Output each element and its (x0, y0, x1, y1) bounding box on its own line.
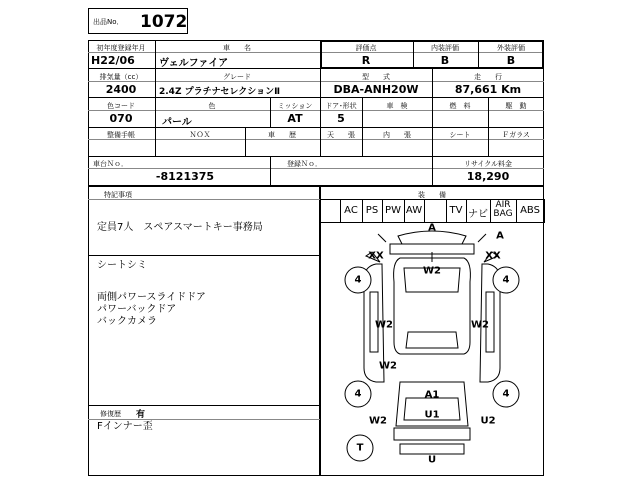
equipment-item: PS (365, 205, 379, 216)
mileage-label: 走 行 (474, 73, 502, 81)
mark-side-right: W2 (471, 319, 489, 331)
mark-rear-a1: A1 (424, 389, 440, 401)
score-label: 評価点 (355, 44, 377, 52)
vehicle-diagram (320, 222, 544, 476)
mark-front-a1: A (428, 222, 436, 234)
mark-bumper-right: U2 (480, 415, 496, 427)
notes-line-2: シートシミ (97, 260, 147, 271)
inspection-label: 車 検 (386, 102, 408, 110)
equipment-label: 装 備 (418, 191, 446, 199)
equipment-item: TV (449, 205, 463, 216)
repair-history-label: 修復歴 (100, 410, 121, 418)
seat-label: シート (449, 131, 471, 139)
displacement: 2400 (105, 83, 137, 96)
mark-tire-fr: 4 (502, 274, 510, 286)
equipment-item: ナビ (468, 209, 488, 220)
color-code-label: 色コード (107, 102, 135, 110)
model-code: DBA-ANH20W (333, 83, 419, 96)
repair-note: Fインナー歪 (97, 421, 153, 432)
model-code-label: 型 式 (362, 73, 390, 81)
equipment-item: PW (385, 205, 401, 216)
notes-label: 特記事項 (104, 191, 132, 199)
grade-label: グレード (223, 73, 251, 81)
mark-tire-rr: 4 (502, 388, 510, 400)
equipment-item: AW (405, 205, 423, 216)
transmission-label: ミッション (277, 102, 313, 110)
windshield-label: Ｆガラス (502, 131, 530, 139)
equipment-item: AIR BAG (493, 200, 513, 219)
recycle-fee-label: リサイクル料金 (463, 160, 513, 168)
repair-history-value: 有 (136, 410, 146, 420)
exterior-score: B (506, 54, 516, 67)
displacement-label: 排気量（cc） (99, 73, 143, 81)
notes-line-3c: バックカメラ (97, 316, 157, 327)
fuel-label: 燃 料 (449, 102, 471, 110)
color: パール (162, 117, 192, 128)
lot-number: 1072 (140, 12, 188, 32)
notes-line-1: 定員7人 スペアスマートキー事務局 (97, 222, 263, 233)
interior-trim-label: 内 張 (383, 131, 411, 139)
row-divider (88, 127, 544, 128)
chassis-label: 車台Ｎｏ． (93, 160, 128, 168)
row-divider (88, 97, 544, 98)
recycle-fee: 18,290 (466, 170, 510, 183)
service-record-label: 整備手帳 (107, 131, 135, 139)
row-divider (88, 156, 544, 157)
notes-line-3a: 両側パワースライドドア (97, 292, 206, 303)
reg-date: H22/06 (91, 54, 135, 67)
interior-score-label: 内装評価 (431, 44, 459, 52)
reg-date-label: 初年度登録年月 (96, 44, 146, 52)
mark-rear-u1: U1 (424, 409, 440, 421)
doors: 5 (337, 112, 345, 125)
headliner-label: 天 張 (327, 131, 355, 139)
color-label: 色 (208, 102, 216, 110)
mark-rear-bottom: U (427, 454, 437, 466)
interior-score: B (440, 54, 450, 67)
equipment-item: AC (344, 205, 358, 216)
mark-xx-right: XX (485, 250, 501, 262)
car-name-label: 車 名 (223, 44, 251, 52)
equipment-item: ABS (520, 205, 540, 216)
mark-tire-rl: 4 (354, 388, 362, 400)
mark-front-a2: A (496, 230, 504, 242)
mark-roof: W2 (379, 360, 397, 372)
grade: 2.4Z プラチナセレクションⅡ (159, 87, 280, 97)
lot-number-label: 出品No． (93, 18, 124, 26)
overall-score: R (361, 54, 371, 67)
equipment-cell (424, 199, 447, 223)
exterior-score-label: 外装評価 (497, 44, 525, 52)
mark-xx-left: XX (368, 250, 384, 262)
mark-side-left: W2 (375, 319, 393, 331)
mark-tire-fl: 4 (354, 274, 362, 286)
transmission: AT (287, 112, 303, 125)
drive-label: 駆 動 (505, 102, 527, 110)
registration-label: 登録Ｎｏ． (287, 160, 322, 168)
doors-label: ドア･形状 (325, 102, 357, 110)
history-label: 車 歴 (268, 131, 296, 139)
mark-spare: T (356, 442, 364, 454)
color-code: 070 (109, 112, 133, 125)
chassis-number: -8121375 (155, 170, 215, 183)
mark-hood: W2 (423, 265, 441, 277)
mark-bumper-left: W2 (369, 415, 387, 427)
mileage: 87,661 Km (454, 83, 522, 96)
nox-label: ＮＯＸ (189, 131, 211, 139)
car-name: ヴェルファイア (159, 58, 229, 69)
notes-line-3b: パワーバックドア (97, 304, 177, 315)
